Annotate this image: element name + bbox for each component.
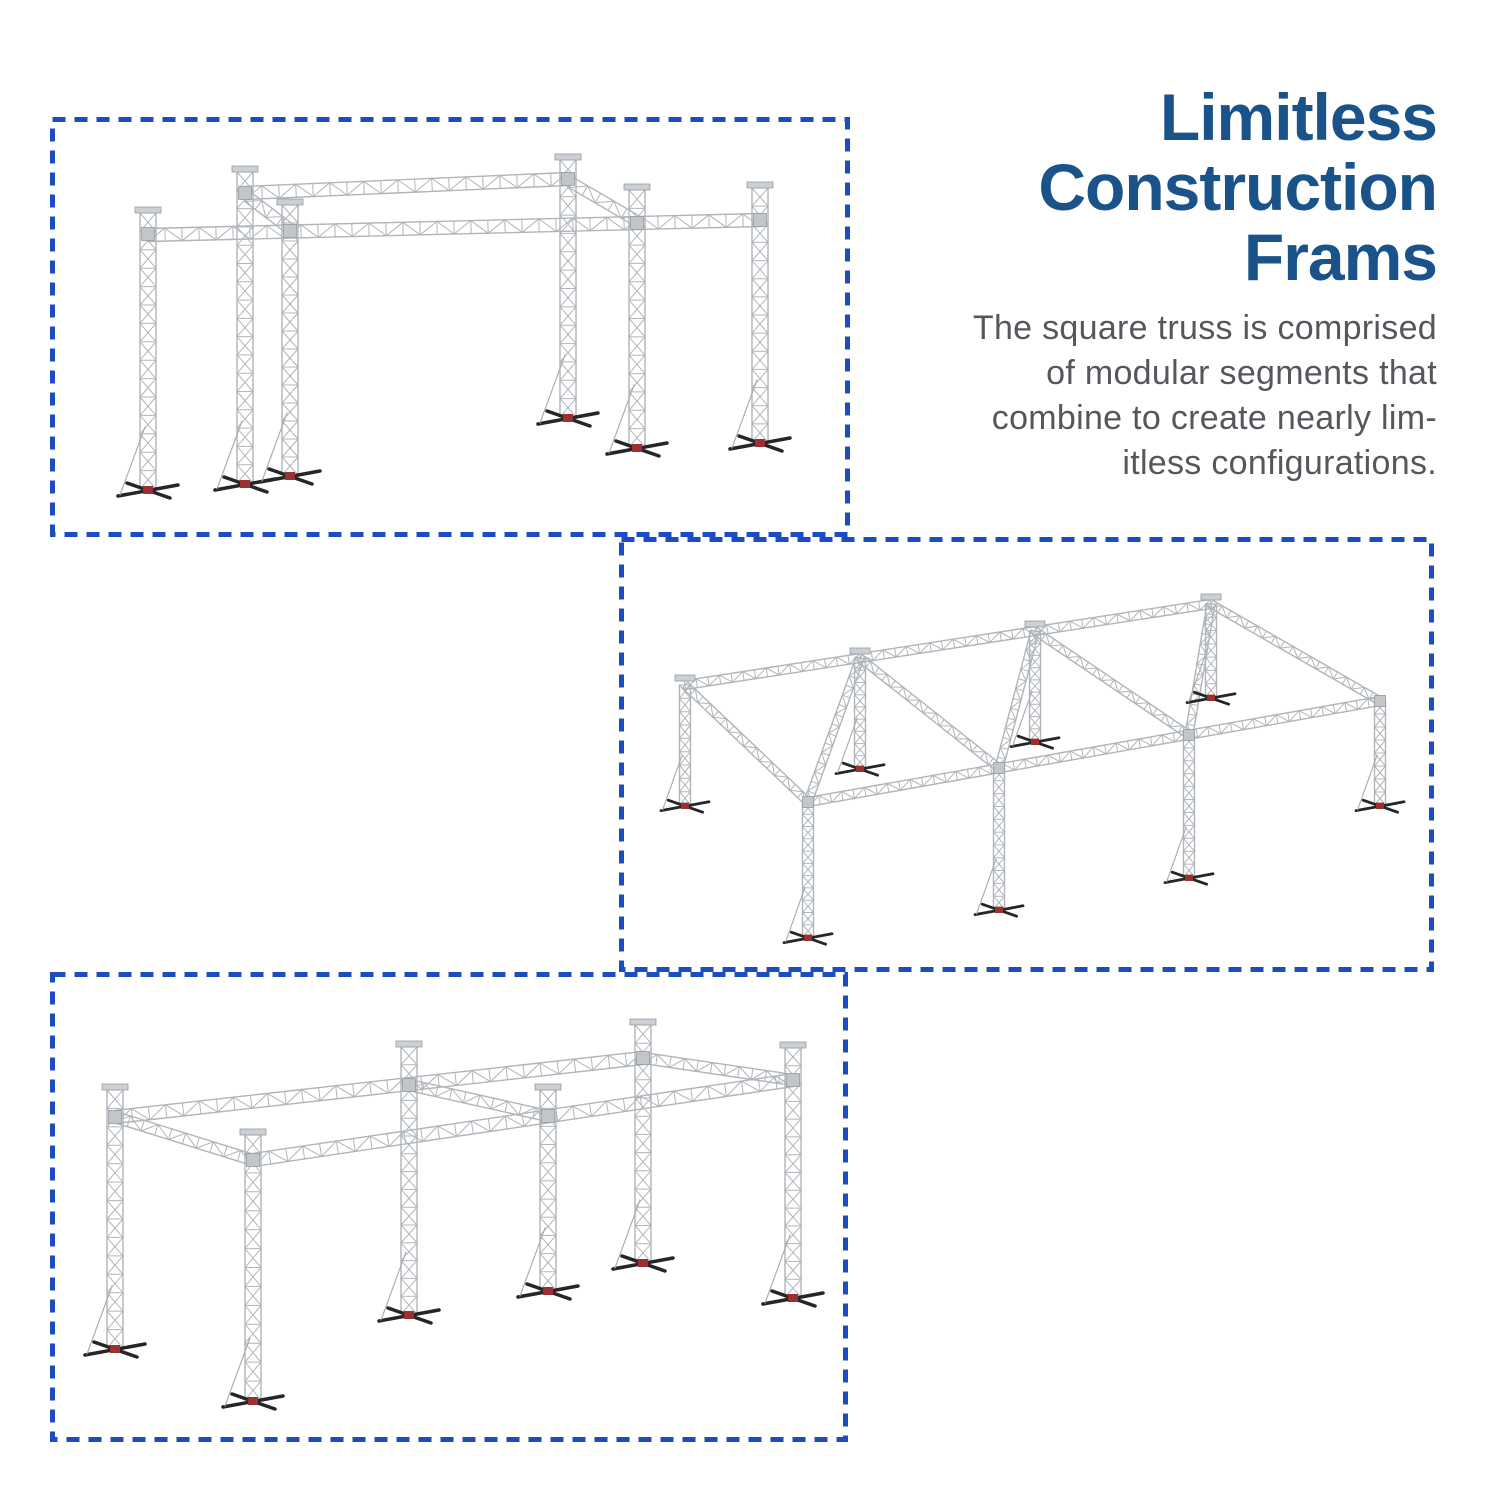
description-line-3: combine to create nearly lim- <box>991 399 1437 437</box>
illustration-box-middle-right <box>619 537 1434 972</box>
description-line-1: The square truss is comprised <box>972 309 1437 347</box>
headline-block <box>837 82 1437 486</box>
description-text <box>837 306 1437 486</box>
illustration-box-top-left <box>50 117 850 537</box>
illustration-box-bottom-left <box>50 972 848 1442</box>
title-line-3: Frams <box>1243 220 1437 294</box>
title-line-1: Limitless <box>1159 80 1437 154</box>
truss-illustration-gantry <box>50 117 850 537</box>
title-line-2: Construction <box>1038 150 1437 224</box>
description-line-2: of modular segments that <box>1046 354 1437 392</box>
truss-illustration-roof-canopy <box>619 537 1434 972</box>
page-title <box>837 82 1437 292</box>
description-line-4: itless configurations. <box>1122 444 1437 482</box>
truss-illustration-double-gantry <box>50 972 848 1442</box>
